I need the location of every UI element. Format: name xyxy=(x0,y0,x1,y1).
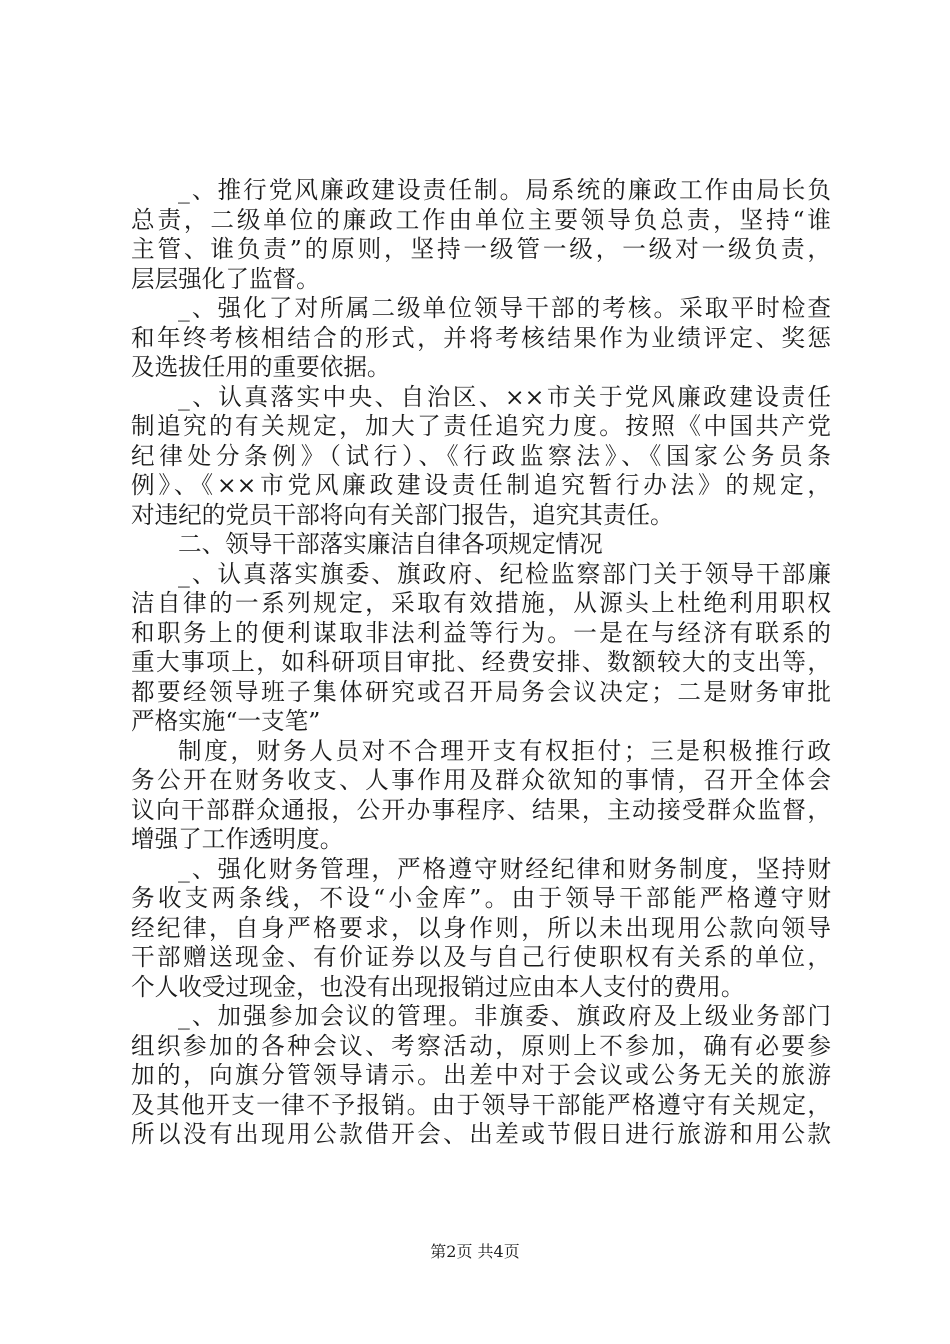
text-line: 务公开在财务收支、人事作用及群众欲知的事情，召开全体会 xyxy=(131,766,831,794)
text-line: 经纪律，自身严格要求，以身作则，所以未出现用公款向领导 xyxy=(131,913,831,942)
text-line: 总责，二级单位的廉政工作由单位主要领导负总责，坚持“谁 xyxy=(131,205,831,234)
text-line: 和年终考核相结合的形式，并将考核结果作为业绩评定、奖惩 xyxy=(131,323,831,352)
text-line: _、强化财务管理，严格遵守财经纪律和财务制度，坚持财 xyxy=(178,854,831,883)
text-line: 层层强化了监督。 xyxy=(131,264,320,293)
text-line: 都要经领导班子集体研究或召开局务会议决定；二是财务审批 xyxy=(131,677,831,706)
text-line: 务收支两条线，不设“小金库”。由于领导干部能严格遵守财 xyxy=(131,884,831,912)
text-line: 及选拔任用的重要依据。 xyxy=(131,353,391,381)
text-line: 组织参加的各种会议、考察活动，原则上不参加，确有必要参 xyxy=(131,1031,831,1060)
text-line: 制追究的有关规定，加大了责任追究力度。按照《中国共产党 xyxy=(131,412,831,440)
text-line: 重大事项上，如科研项目审批、经费安排、数额较大的支出等， xyxy=(131,648,831,676)
text-line: 主管、谁负责”的原则，坚持一级管一级，一级对一级负责， xyxy=(131,235,831,263)
text-line: 洁自律的一系列规定，采取有效措施，从源头上杜绝利用职权 xyxy=(131,589,831,617)
document-body xyxy=(131,176,831,1150)
text-line: _、推行党风廉政建设责任制。局系统的廉政工作由局长负 xyxy=(178,176,831,204)
text-line: _、强化了对所属二级单位领导干部的考核。采取平时检查 xyxy=(178,294,831,322)
text-line: 纪律处分条例》（试行）、《行政监察法》、《国家公务员条 xyxy=(131,441,831,470)
text-line: 干部赠送现金、有价证券以及与自己行使职权有关系的单位， xyxy=(131,943,831,971)
text-line: 所以没有出现用公款借开会、出差或节假日进行旅游和用公款 xyxy=(131,1120,831,1148)
text-line: 二、领导干部落实廉洁自律各项规定情况 xyxy=(178,530,603,558)
text-line: 议向干部群众通报，公开办事程序、结果，主动接受群众监督， xyxy=(131,795,831,824)
text-line: 对违纪的党员干部将向有关部门报告，追究其责任。 xyxy=(131,500,674,529)
text-line: 增强了工作透明度。 xyxy=(131,825,344,853)
text-line: 和职务上的便利谋取非法利益等行为。一是在与经济有联系的 xyxy=(131,618,831,647)
text-line: 加的，向旗分管领导请示。出差中对于会议或公务无关的旅游 xyxy=(131,1061,831,1089)
text-line: _、认真落实中央、自治区、××市关于党风廉政建设责任 xyxy=(178,382,831,411)
text-line: 例》、《××市党风廉政建设责任制追究暂行办法》的规定， xyxy=(131,471,831,499)
text-line: 制度，财务人员对不合理开支有权拒付；三是积极推行政 xyxy=(178,736,831,765)
text-line: _、加强参加会议的管理。非旗委、旗政府及上级业务部门 xyxy=(178,1002,831,1030)
page-footer: 第2页 共4页 xyxy=(430,1242,520,1261)
text-line: 及其他开支一律不予报销。由于领导干部能严格遵守有关规定， xyxy=(131,1090,831,1119)
text-line: _、认真落实旗委、旗政府、纪检监察部门关于领导干部廉 xyxy=(178,559,831,588)
text-line: 严格实施“一支笔” xyxy=(131,707,321,735)
text-line: 个人收受过现金，也没有出现报销过应由本人支付的费用。 xyxy=(131,972,745,1001)
